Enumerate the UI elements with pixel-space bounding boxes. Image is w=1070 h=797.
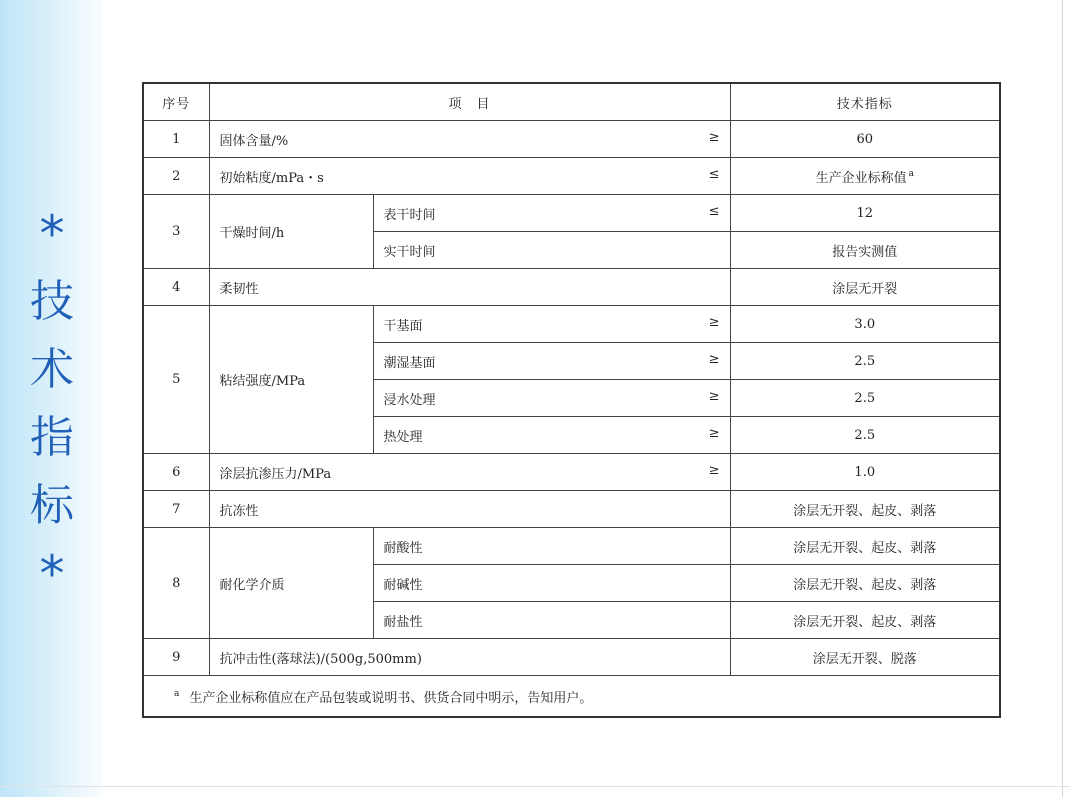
row-item-label: 初始粘度/mPa・s [219, 170, 324, 186]
row-no: 5 [143, 306, 209, 454]
row-item: 柔韧性 [209, 269, 730, 306]
row-item: 抗冻性 [209, 491, 730, 528]
table-header-row [143, 83, 1000, 121]
sub-item [373, 306, 730, 343]
table-row [143, 454, 1000, 491]
divider [0, 786, 1070, 787]
row-value: 12 [730, 195, 1000, 232]
table-row [143, 269, 1000, 306]
table-row [143, 121, 1000, 158]
row-item-label: 涂层抗渗压力/MPa [219, 466, 332, 482]
footnote-mark: a [174, 689, 180, 700]
header-no: 序号 [143, 83, 209, 121]
row-sign: ≥ [708, 462, 720, 478]
sub-item [373, 195, 730, 232]
row-item: 耐化学介质 [209, 528, 373, 639]
table-row [143, 528, 1000, 565]
table-row [143, 195, 1000, 232]
header-item: 项 目 [209, 83, 730, 121]
side-title-char: 标 [30, 480, 74, 531]
row-no: 3 [143, 195, 209, 269]
sub-item-label: 干基面 [383, 318, 423, 334]
row-item: 粘结强度/MPa [209, 306, 373, 454]
row-no: 9 [143, 639, 209, 676]
row-no: 1 [143, 121, 209, 158]
row-value: 涂层无开裂、起皮、剥落 [730, 491, 1000, 528]
row-value: 1.0 [730, 454, 1000, 491]
row-sign: ≥ [708, 425, 720, 441]
row-no: 2 [143, 158, 209, 195]
row-no: 7 [143, 491, 209, 528]
row-sign: ≥ [708, 314, 720, 330]
row-value: 2.5 [730, 380, 1000, 417]
row-value: 涂层无开裂、起皮、剥落 [730, 528, 1000, 565]
row-value: 涂层无开裂 [730, 269, 1000, 306]
row-no: 6 [143, 454, 209, 491]
side-title-star: * [39, 205, 65, 263]
row-value: 涂层无开裂、脱落 [730, 639, 1000, 676]
sub-item: 耐碱性 [373, 565, 730, 602]
sub-item-label: 浸水处理 [383, 392, 436, 408]
row-no: 8 [143, 528, 209, 639]
side-title-char: 指 [30, 412, 74, 463]
side-title-star: * [39, 545, 65, 603]
row-sign: ≥ [708, 351, 720, 367]
row-sign: ≥ [708, 388, 720, 404]
row-value: 2.5 [730, 343, 1000, 380]
sub-item: 耐酸性 [373, 528, 730, 565]
row-value: 涂层无开裂、起皮、剥落 [730, 565, 1000, 602]
footnote [143, 676, 1000, 718]
sub-item [373, 343, 730, 380]
sub-item [373, 380, 730, 417]
side-title [22, 200, 82, 608]
sub-item-label: 实干时间 [383, 244, 436, 260]
row-no: 4 [143, 269, 209, 306]
row-sign: ≤ [708, 203, 720, 219]
side-title-char: 术 [30, 344, 74, 395]
row-sign: ≥ [708, 129, 720, 145]
table-row [143, 639, 1000, 676]
sub-item-label: 潮湿基面 [383, 355, 436, 371]
row-value [730, 158, 1000, 195]
row-value: 涂层无开裂、起皮、剥落 [730, 602, 1000, 639]
row-item: 抗冲击性(落球法)/(500g,500mm) [209, 639, 730, 676]
row-value: 2.5 [730, 417, 1000, 454]
table-row [143, 306, 1000, 343]
sub-item: 耐盐性 [373, 602, 730, 639]
row-sign: ≤ [708, 166, 720, 182]
row-item: 干燥时间/h [209, 195, 373, 269]
row-value: 60 [730, 121, 1000, 158]
row-item-label: 固体含量/% [219, 133, 289, 149]
sub-item [373, 417, 730, 454]
row-item [209, 454, 730, 491]
row-value-text: 生产企业标称值 [815, 170, 907, 186]
row-item [209, 121, 730, 158]
row-value: 报告实测值 [730, 232, 1000, 269]
footnote-row [143, 676, 1000, 718]
table-row [143, 158, 1000, 195]
divider [1062, 0, 1063, 797]
footnote-mark: a [908, 169, 914, 180]
table-row [143, 491, 1000, 528]
side-title-char: 技 [30, 276, 74, 327]
row-item [209, 158, 730, 195]
sub-item [373, 232, 730, 269]
row-value: 3.0 [730, 306, 1000, 343]
header-value: 技术指标 [730, 83, 1000, 121]
footnote-text: 生产企业标称值应在产品包装或说明书、供货合同中明示，告知用户。 [189, 690, 593, 706]
sub-item-label: 热处理 [383, 429, 423, 445]
sub-item-label: 表干时间 [383, 207, 436, 223]
spec-table [142, 82, 1001, 718]
